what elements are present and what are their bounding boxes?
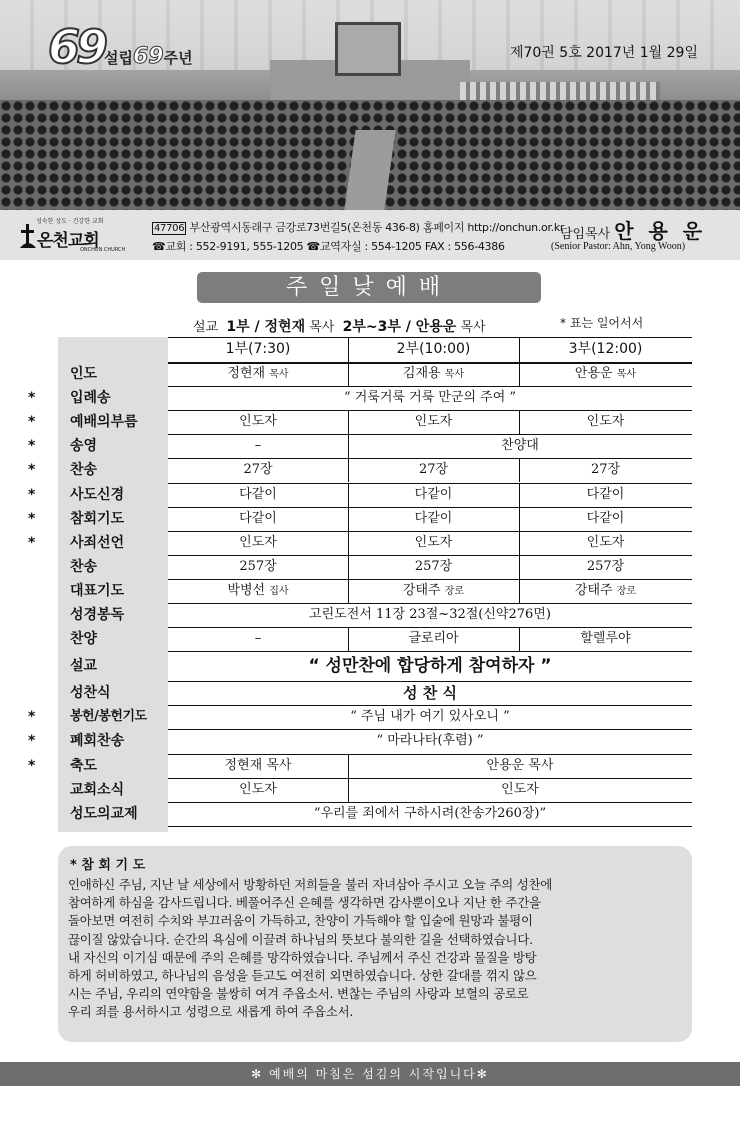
order-label-text: 입례송 xyxy=(70,390,111,407)
table-cell xyxy=(348,507,519,531)
cell-text: 인도자 xyxy=(586,534,625,550)
cell-text: 257장 xyxy=(239,558,277,574)
standing-star: * xyxy=(28,709,36,726)
order-label xyxy=(28,555,166,579)
cell-text: 찬양대 xyxy=(501,438,539,454)
column-separator xyxy=(519,483,520,507)
order-label xyxy=(28,579,166,603)
table-cell xyxy=(168,362,348,386)
merged-cell xyxy=(168,705,692,729)
table-cell xyxy=(168,410,348,434)
prayer-line: 우리 죄를 용서하시고 성령으로 새롭게 하여 주옵소서. xyxy=(68,1004,354,1020)
column-separator xyxy=(348,754,349,778)
standing-star: * xyxy=(28,414,36,431)
prayer-line: 하게 허비하였고, 하나님의 음성을 듣고도 여전히 외면하였습니다. 상한 갈대를 꺾지 않으 xyxy=(68,968,537,984)
prayer-line: 참여하게 하심을 감사드립니다. 베풀어주신 은혜를 생각하면 감사뿐이오나 지난 한 주간을 xyxy=(68,895,541,911)
table-cell xyxy=(348,627,519,651)
order-label-text: 설교 xyxy=(70,658,98,675)
table-cell xyxy=(168,555,348,579)
preacher-2: 2부~3부 / 안용운 xyxy=(342,319,457,335)
column-separator xyxy=(348,579,349,603)
row-separator xyxy=(168,826,692,827)
prayer-line: 인애하신 주님, 지난 날 세상에서 방황하던 저희들을 불러 자녀삼아 주시고 오늘 주의 성찬에 xyxy=(68,877,553,892)
merged-cell xyxy=(168,802,692,826)
confession-prayer-box xyxy=(58,846,692,1042)
table-cell xyxy=(168,579,348,603)
order-label-text: 송영 xyxy=(70,438,98,455)
table-cell xyxy=(168,531,348,555)
order-label xyxy=(28,651,166,681)
zip-code: 47706 xyxy=(154,223,185,234)
order-label-text: 찬양 xyxy=(70,631,98,648)
table-cell xyxy=(519,555,692,579)
order-label xyxy=(28,729,166,753)
table-cell xyxy=(348,531,519,555)
cell-text: 27장 xyxy=(590,462,621,478)
prayer-line: 시는 주님, 우리의 연약함을 불쌍히 여겨 주옵소서. 변찮는 주님의 사랑과 보혈의 공로로 xyxy=(68,986,529,1002)
table-cell xyxy=(168,627,348,651)
address-text: 부산광역시동래구 금강로73번길5(온천동 436-8) 홈페이지 http://onchun.or.kr xyxy=(189,221,565,234)
order-label xyxy=(28,802,166,826)
order-label xyxy=(28,507,166,531)
column-separator xyxy=(519,579,520,603)
cell-text: “우리를 죄에서 구하시려(찬송가260장)” xyxy=(313,805,547,821)
table-cell xyxy=(348,555,519,579)
cell-text: 고린도전서 11장 23절~32절(신약276면) xyxy=(309,607,551,622)
cell-text: 인도자 xyxy=(586,414,625,430)
column-separator xyxy=(348,507,349,531)
cell-suffix: 목사 xyxy=(269,369,289,380)
cell-text: 인도자 xyxy=(414,414,453,430)
table-cell xyxy=(519,483,692,507)
cell-text: 인도자 xyxy=(239,534,277,550)
cell-text: – xyxy=(254,438,262,454)
order-label-text: 찬송 xyxy=(70,558,98,575)
merged-cell xyxy=(348,434,692,458)
cell-text: 인도자 xyxy=(239,781,277,797)
stand-note: * 표는 일어서서 xyxy=(560,316,644,330)
preacher-1: 1부 / 정현재 xyxy=(226,319,306,335)
standing-star: * xyxy=(28,733,36,750)
cell-text: 257장 xyxy=(586,558,625,574)
order-label-text: 찬송 xyxy=(70,462,98,479)
church-phone: ☎교회 : 552-9191, 555-1205 ☎교역자실 : 554-1205 FAX : 556-4386 xyxy=(152,240,505,253)
cell-text: “ 거룩거룩 거룩 만군의 주여 ” xyxy=(343,390,517,406)
order-label xyxy=(28,386,166,410)
column-separator xyxy=(348,362,349,386)
cell-text: 27장 xyxy=(418,462,449,478)
cell-text: 다같이 xyxy=(414,510,453,526)
cell-text: 3부(12:00) xyxy=(568,341,643,357)
table-cell xyxy=(348,410,519,434)
cell-suffix: 장로 xyxy=(616,585,637,597)
pastor-name-en: (Senior Pastor: Ahn, Yong Woon) xyxy=(551,241,686,252)
church-tagline: 성숙한 성도 · 건강한 교회 xyxy=(36,218,104,225)
merged-cell xyxy=(168,729,692,753)
church-name: 온천교회 xyxy=(37,231,99,251)
cell-text: – xyxy=(254,631,262,647)
order-label-text: 폐회찬송 xyxy=(70,733,125,750)
order-label-text: 예배의부름 xyxy=(70,414,138,431)
row-separator xyxy=(168,337,692,338)
cell-text: 글로리아 xyxy=(408,631,459,647)
table-cell xyxy=(168,754,348,778)
service-title: 주일낮예배 xyxy=(197,272,541,303)
prayer-line: 돌아보면 여전히 수치와 부끄러움이 가득하고, 찬양이 가득해야 할 입술에 원망과 불평이 xyxy=(68,913,533,929)
order-label xyxy=(28,627,166,651)
footer-banner: ✻ 예배의 마침은 섬김의 시작입니다✻ xyxy=(0,1062,740,1086)
prayer-text xyxy=(68,876,684,1022)
order-label xyxy=(28,681,166,705)
anniversary-logo xyxy=(48,20,193,74)
column-separator xyxy=(519,627,520,651)
table-cell xyxy=(519,410,692,434)
cell-text: 할렐루야 xyxy=(580,631,631,647)
column-header xyxy=(519,337,692,362)
column-separator xyxy=(519,362,520,386)
order-label xyxy=(28,603,166,627)
order-label xyxy=(28,778,166,802)
cell-text: 김재용 xyxy=(402,366,441,381)
preacher-prefix: 설교 xyxy=(193,320,219,335)
cell-text: 인도자 xyxy=(414,534,453,550)
table-cell xyxy=(519,458,692,482)
order-label xyxy=(28,531,166,555)
cell-suffix: 집사 xyxy=(269,585,289,597)
table-cell xyxy=(168,778,348,802)
prayer-line: 끊이질 않았습니다. 순간의 욕심에 이끌려 하나님의 뜻보다 불의한 길을 선택하였습니다. xyxy=(68,931,533,947)
cell-suffix: 장로 xyxy=(444,585,465,597)
cell-text: 강태주 xyxy=(402,582,441,598)
anniversary-number: 69 xyxy=(48,20,105,74)
table-cell xyxy=(348,483,519,507)
merged-cell xyxy=(348,754,692,778)
column-separator xyxy=(519,531,520,555)
column-separator xyxy=(519,555,520,579)
church-logo xyxy=(20,216,140,256)
merged-cell xyxy=(348,778,692,802)
merged-cell xyxy=(168,651,692,681)
header-banner-photo xyxy=(0,0,740,210)
merged-cell xyxy=(168,603,692,627)
cell-text: 인도자 xyxy=(239,414,277,430)
column-separator xyxy=(519,337,520,362)
order-label-text: 사죄선언 xyxy=(70,534,125,551)
column-separator xyxy=(348,458,349,482)
order-label xyxy=(28,483,166,507)
cell-suffix: 목사 xyxy=(616,369,637,380)
cell-text: 다같이 xyxy=(586,486,625,502)
standing-star: * xyxy=(28,462,36,479)
preacher-2-title: 목사 xyxy=(460,320,486,335)
banner-stage-frame xyxy=(335,22,401,76)
table-cell xyxy=(348,362,519,386)
cell-text: “ 주님 내가 여기 있사오니 ” xyxy=(350,709,510,725)
table-cell xyxy=(519,507,692,531)
order-label xyxy=(28,754,166,778)
column-separator xyxy=(348,555,349,579)
church-address xyxy=(152,219,564,235)
order-label-text: 성찬식 xyxy=(70,685,111,702)
cell-suffix: 목사 xyxy=(444,369,465,380)
table-cell xyxy=(348,579,519,603)
standing-star: * xyxy=(28,534,36,551)
order-label xyxy=(28,458,166,482)
column-separator xyxy=(348,434,349,458)
cell-text: 정현재 목사 xyxy=(224,757,292,773)
table-cell xyxy=(168,434,348,458)
order-label-text: 축도 xyxy=(70,757,98,774)
cell-text: “ 성만찬에 합당하게 참여하자 ” xyxy=(308,656,552,677)
standing-star: * xyxy=(28,757,36,774)
column-separator xyxy=(348,627,349,651)
senior-pastor xyxy=(560,215,706,244)
prayer-line: 내 자신의 이기심 때문에 주의 은혜를 망각하였습니다. 주님께서 주신 건강과 물질을 방탕 xyxy=(68,949,537,965)
order-label-text: 성도의교제 xyxy=(70,805,138,822)
order-label xyxy=(28,705,166,729)
table-cell xyxy=(519,531,692,555)
table-cell xyxy=(348,458,519,482)
cross-logo-icon xyxy=(20,224,36,248)
cell-text: 27장 xyxy=(243,462,273,478)
table-cell xyxy=(168,483,348,507)
anniversary-text-3: 주년 xyxy=(163,49,193,67)
table-cell xyxy=(519,627,692,651)
column-separator xyxy=(519,410,520,434)
column-header xyxy=(168,337,348,362)
table-cell xyxy=(168,458,348,482)
column-separator xyxy=(348,778,349,802)
table-cell xyxy=(168,507,348,531)
cell-text: 안용운 목사 xyxy=(486,757,554,773)
order-label xyxy=(28,434,166,458)
cell-text: “ 마라나타(후렴) ” xyxy=(376,733,484,749)
cell-text: 강태주 xyxy=(574,582,613,598)
cell-text: 257장 xyxy=(414,558,453,574)
cell-text: 박병선 xyxy=(227,582,266,598)
pastor-name: 안 용 운 xyxy=(614,219,707,243)
order-label xyxy=(28,362,166,386)
order-label-text: 참회기도 xyxy=(70,510,125,527)
prayer-title: * 참 회 기 도 xyxy=(70,858,146,873)
cell-text: 성 찬 식 xyxy=(403,684,457,703)
merged-cell xyxy=(168,681,692,705)
column-separator xyxy=(348,531,349,555)
cell-text: 다같이 xyxy=(239,510,277,526)
standing-star: * xyxy=(28,510,36,527)
preacher-1-title: 목사 xyxy=(309,320,335,335)
column-separator xyxy=(519,458,520,482)
church-info-bar xyxy=(0,210,740,260)
column-separator xyxy=(348,483,349,507)
standing-star: * xyxy=(28,486,36,503)
cell-text: 다같이 xyxy=(586,510,625,526)
order-label xyxy=(28,410,166,434)
cell-text: 정현재 xyxy=(227,366,266,381)
pastor-label: 담임목사 xyxy=(560,227,611,242)
cell-text: 2부(10:00) xyxy=(396,341,471,357)
column-separator xyxy=(348,410,349,434)
column-separator xyxy=(519,507,520,531)
column-separator xyxy=(348,337,349,362)
cell-text: 다같이 xyxy=(414,486,453,502)
order-label-text: 교회소식 xyxy=(70,781,125,798)
order-label-text: 인도 xyxy=(70,366,98,382)
order-label-text: 봉헌/봉헌기도 xyxy=(70,709,147,725)
preacher-info xyxy=(193,316,486,336)
order-label-text: 성경봉독 xyxy=(70,607,125,623)
standing-star: * xyxy=(28,390,36,407)
table-cell xyxy=(519,362,692,386)
order-label-text: 사도신경 xyxy=(70,486,125,503)
order-label-text: 대표기도 xyxy=(70,582,125,599)
cell-text: 1부(7:30) xyxy=(225,341,291,357)
column-header xyxy=(348,337,519,362)
merged-cell xyxy=(168,386,692,410)
standing-star: * xyxy=(28,438,36,455)
church-name-en: ONCHUN CHURCH xyxy=(80,247,126,253)
cell-text: 다같이 xyxy=(239,486,277,502)
cell-text: 안용운 xyxy=(574,366,613,381)
table-cell xyxy=(519,579,692,603)
issue-info: 제70권 5호 2017년 1월 29일 xyxy=(509,45,698,61)
cell-text: 인도자 xyxy=(501,781,539,797)
anniversary-text-2: 69 xyxy=(133,44,164,69)
anniversary-text-1: 설립 xyxy=(104,49,133,67)
